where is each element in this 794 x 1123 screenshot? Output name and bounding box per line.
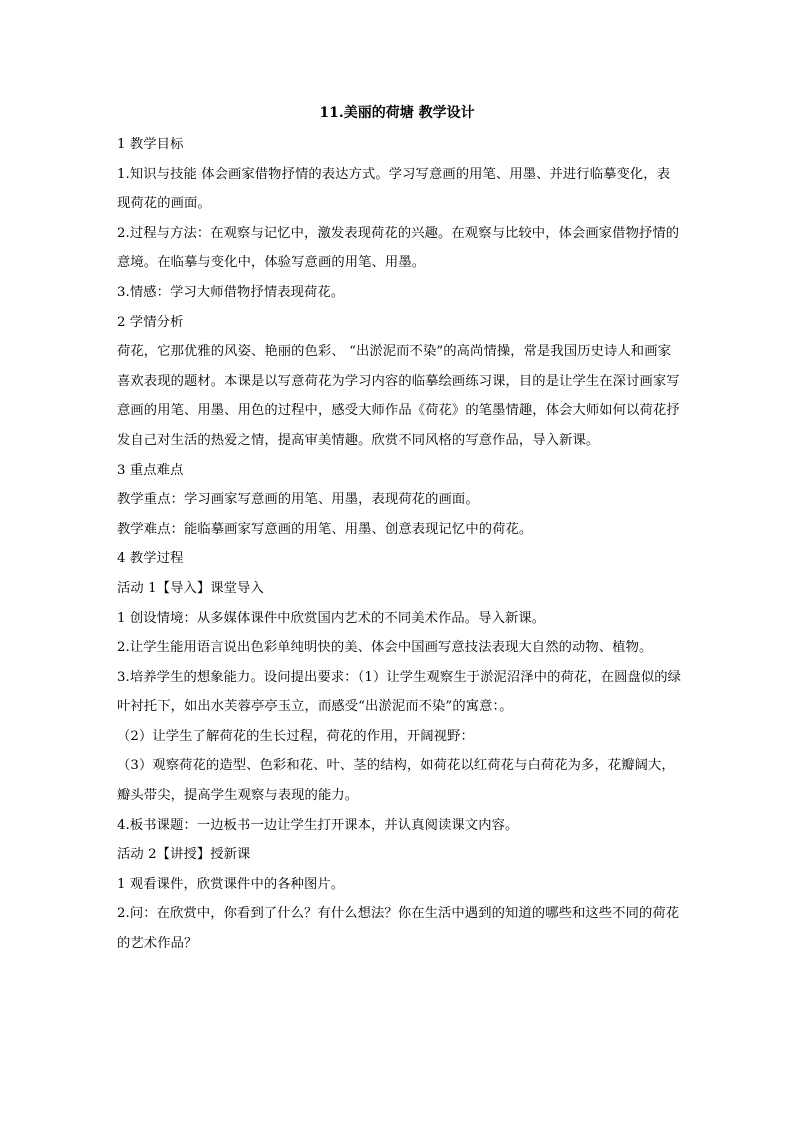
- document-body: [117, 130, 682, 959]
- paragraph-step-4: 4.板书课题：一边板书一边让学生打开课本，并认真阅读课文内容。: [117, 817, 519, 833]
- paragraph-step-2: 2.让学生能用语言说出色彩单纯明快的美、体会中国画写意技法表现大自然的动物、植物。: [117, 640, 653, 656]
- paragraph-step-3-sub-3: （3）观察荷花的造型、色彩和花、叶、茎的结构，如荷花以红荷花与白荷花为多，花瓣阔大，瓣头带尖，提高学生观察与表现的能力。: [117, 758, 675, 804]
- paragraph-step-3: 3.培养学生的想象能力。设问提出要求：（1）让学生观察生于淤泥沼泽中的荷花，在圆盘似的绿叶衬托下，如出水芙蓉亭亭玉立，而感受“出淤泥而不染”的寓意：。: [117, 669, 682, 715]
- section-heading-process: 4 教学过程: [117, 551, 184, 567]
- paragraph-key-point: 教学重点：学习画家写意画的用笔、用墨，表现荷花的画面。: [117, 492, 479, 508]
- paragraph-process-methods: 2.过程与方法：在观察与记忆中，激发表现荷花的兴趣。在观察与比较中，体会画家借物抒情的意境。在临摹与变化中，体验写意画的用笔、用墨。: [117, 225, 680, 271]
- paragraph-difficulty: 教学难点：能临摹画家写意画的用笔、用墨、创意表现记忆中的荷花。: [117, 521, 533, 537]
- paragraph-step-3-sub-2: （2）让学生了解荷花的生长过程，荷花的作用，开阔视野：: [117, 728, 474, 744]
- paragraph-activity2-step-1: 1 观看课件，欣赏课件中的各种图片。: [117, 876, 345, 892]
- section-heading-analysis: 2 学情分析: [117, 314, 184, 330]
- paragraph-knowledge-skills: 1.知识与技能 体会画家借物抒情的表达方式。学习写意画的用笔、用墨、并进行临摹变化，表现荷花的画面。: [117, 166, 671, 212]
- paragraph-step-1: 1 创设情境：从多媒体课件中欣赏国内艺术的不同美术作品。导入新课。: [117, 610, 546, 626]
- paragraph-activity2-step-2: 2.问：在欣赏中，你看到了什么？有什么想法？你在生活中遇到的知道的哪些和这些不同的荷花的艺术作品？: [117, 906, 680, 952]
- document-title: 11.美丽的荷塘 教学设计: [319, 105, 475, 121]
- activity-heading-2: 活动 2【讲授】授新课: [117, 847, 251, 863]
- paragraph-emotion: 3.情感：学习大师借物抒情表现荷花。: [117, 284, 345, 300]
- section-heading-objectives: 1 教学目标: [117, 137, 184, 152]
- paragraph-analysis: 荷花，它那优雅的风姿、艳丽的色彩、 “出淤泥而不染”的高尚情操，常是我国历史诗人和画家喜欢表现的题材。本课是以写意荷花为学习内容的临摹绘画练习课，目的是让学生在深讨画家写意画的用笔、用墨、用色的过程中，感受大师作品《荷花》的笔墨情趣，体会大师如何以荷花抒发自己对生活的热爱之情，提高审美情趣。欣赏不同风格的写意作品，导入新课。: [117, 344, 680, 448]
- section-heading-key-points: 3 重点难点: [117, 462, 184, 478]
- activity-heading-1: 活动 1【导入】课堂导入: [117, 580, 264, 596]
